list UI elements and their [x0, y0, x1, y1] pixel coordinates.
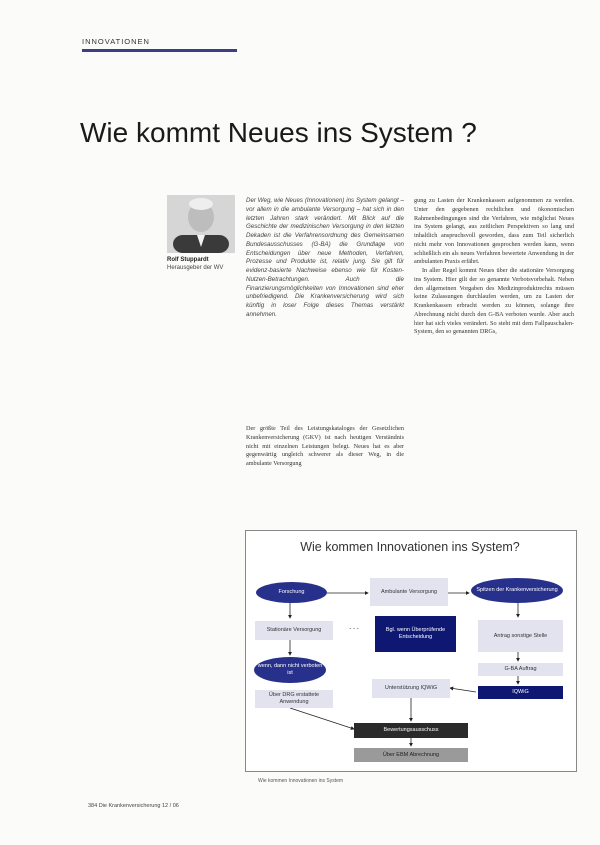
node-ambulante-versorgung: Ambulante Versorgung	[370, 578, 448, 606]
diagram-title: Wie kommen Innovationen ins System?	[300, 540, 520, 554]
node-drg: Über DRG erstattete Anwendung	[255, 690, 333, 708]
body-text-col2b: In aller Regel kommt Neues über die stationäre Versorgung ins System. Hier gilt der so genannte Verbotsvorbehalt. Neben den allgemeinen Vorgaben des Medizinproduktrechts müssen keine Zulassungen durchlaufen werden, um zu Lasten der Krankenkassen erbracht werden zu können, solange ihre Abrechnung nicht durch den G-BA verboten wurde. Aber auch hier hat sich vieles verändert. So steht mit dem Fallpauschalen-System, den so genannten DRGs,	[414, 267, 574, 336]
node-ebm: Über EBM Abrechnung	[354, 748, 468, 762]
node-spitzen-kv: Spitzen der Krankenversicherung	[471, 578, 563, 603]
node-gba-auftrag: G-BA Auftrag	[478, 663, 563, 676]
author-name: Rolf Stuppardt	[167, 257, 209, 263]
section-label: INNOVATIONEN	[82, 37, 150, 46]
node-antrag: Antrag sonstige Stelle	[478, 620, 563, 652]
node-stationaere-versorgung: Stationäre Versorgung	[255, 621, 333, 640]
author-role: Herausgeber der WV	[167, 265, 224, 271]
node-iqwig: IQWiG	[478, 686, 563, 699]
node-entscheidung: Bgl. wenn Überprüfende Entscheidung	[375, 616, 456, 652]
page-title: Wie kommt Neues ins System ?	[80, 117, 477, 148]
node-unterstuetzung: Unterstützung IQWiG	[372, 679, 450, 698]
body-text-col1: Der größte Teil des Leistungskataloges der Gesetzlichen Krankenversicherung (GKV) ist nach heutigen Verständnis nicht mit einzelnen Leistungen belegt. Neues hat es aber gegenwärtig ungleich schwerer als dieser Weg, in die ambulante Versorgung	[246, 425, 404, 467]
node-nicht-verboten: wenn, dann nicht verboten ist	[254, 657, 326, 683]
page-footer: 384 Die Krankenversicherung 12 / 06	[88, 803, 179, 809]
node-forschung: Forschung	[256, 582, 327, 603]
node-bewertungsausschuss: Bewertungsausschuss	[354, 723, 468, 738]
dashed-arrow: - - -	[349, 625, 359, 632]
intro-text: Der Weg, wie Neues (Innovationen) ins System gelangt – vor allem in die ambulante Versorgung – hat sich in den letzten Jahren stark verändert. Mit Blick auf die Geschichte der medizinischen Versorgung in den letzten Dekaden ist die Verfahrensordnung des Gemeinsamen Bundesausschusses (G-BA) die Grundlage von Entscheidungen über neue Methoden, Verfahren, Prozesse und Produkte ist, relativ jung. Sie gilt für evidenz-basierte Nachweise ebenso wie für Kosten-Nutzen-Betrachtungen. Auch die Finanzierungsmöglichkeiten von Innovationen sind eher unbefriedigend. Die Krankenversicherung wird sich künftig in loser Folge dieses Themas verstärkt annehmen.	[246, 197, 404, 318]
body-text-col2a: gung zu Lasten der Krankenkassen aufgenommen zu werden. Unter den gegebenen rechtlichen und ökonomischen Rahmenbedingungen sind die Verfahren, wie möglichst Neues ins System gelangt, aus zeitlichen Perspektiven so lang und inhaltlich anspruchsvoll geworden, dass zum Teil sicherlich nicht mehr von Innovationen gesprochen werden kann, wenn schließlich ein als neues Verfahren bewertete Anwendung in der ambulanten Praxis erfährt.	[414, 197, 574, 266]
figure-caption: Wie kommen Innovationen ins System	[258, 778, 344, 784]
